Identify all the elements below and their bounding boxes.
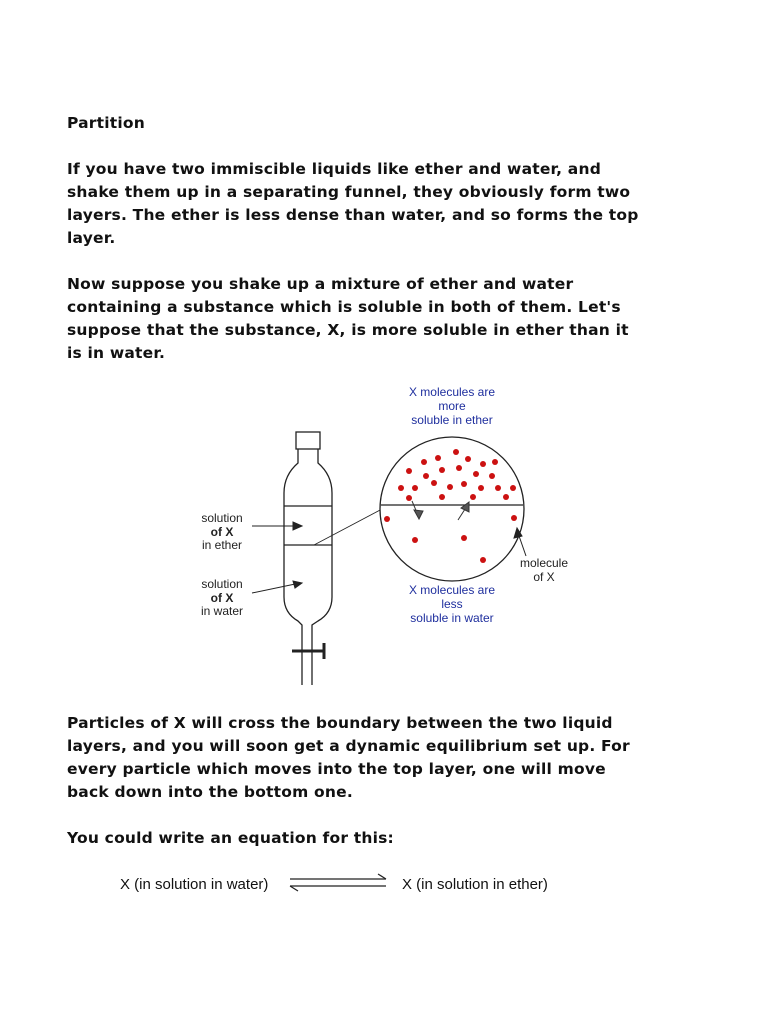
paragraph-line: layer. — [67, 229, 116, 247]
particle — [439, 494, 445, 500]
particle — [421, 459, 427, 465]
particle — [461, 481, 467, 487]
annotation-less-line: X molecules are — [408, 583, 496, 597]
molecule-label-line: of X — [533, 570, 555, 584]
equation-right: X (in solution in ether) — [402, 876, 548, 893]
particle — [423, 473, 429, 479]
paragraph-line: Particles of X will cross the boundary between the two liquid — [67, 714, 613, 732]
paragraph-line: If you have two immiscible liquids like ether and water, and — [67, 160, 601, 178]
arrow-ether-head — [293, 522, 302, 530]
arrow-water-head — [293, 581, 302, 588]
annotation-more-line: soluble in ether — [411, 413, 493, 427]
particle — [447, 484, 453, 490]
funnel-stopper — [296, 432, 320, 449]
particle — [412, 485, 418, 491]
label-ether-line: of X — [210, 525, 234, 539]
annotation-less-line: less — [441, 597, 463, 611]
label-arrows — [252, 509, 382, 593]
particle — [511, 515, 517, 521]
particle — [456, 465, 462, 471]
annotation-less-line: soluble in water — [410, 611, 494, 625]
diagram-svg — [180, 375, 600, 695]
equation-left: X (in solution in water) — [120, 876, 269, 893]
annotation-more-line: X molecules are — [408, 385, 496, 399]
paragraph-2 — [67, 273, 707, 365]
particle — [478, 485, 484, 491]
paragraph-line: is in water. — [67, 344, 166, 362]
particle — [461, 535, 467, 541]
particle — [503, 494, 509, 500]
equilibrium-arrows — [290, 874, 386, 891]
particle — [495, 485, 501, 491]
label-ether-line: solution — [201, 511, 243, 525]
particle — [398, 485, 404, 491]
particle — [431, 480, 437, 486]
label-water-line: solution — [201, 577, 243, 591]
paragraph-4 — [67, 827, 707, 850]
particle — [489, 473, 495, 479]
paragraph-line: You could write an equation for this: — [67, 829, 394, 847]
magnified-view — [380, 437, 526, 581]
particle — [510, 485, 516, 491]
paragraph-line: shake them up in a separating funnel, they obviously form two — [67, 183, 631, 201]
paragraph-line: back down into the bottom one. — [67, 783, 353, 801]
paragraph-line: layers. The ether is less dense than water, and so forms the top — [67, 206, 639, 224]
particle — [439, 467, 445, 473]
paragraph-1 — [67, 158, 707, 250]
particle — [480, 461, 486, 467]
zoom-connector — [314, 509, 382, 545]
particle — [384, 516, 390, 522]
paragraph-3 — [67, 712, 707, 804]
particle — [480, 557, 486, 563]
funnel-labels — [201, 511, 243, 618]
paragraph-line: layers, and you will soon get a dynamic equilibrium set up. For — [67, 737, 630, 755]
reverse-arrow-head — [290, 886, 298, 891]
molecule-label — [520, 556, 568, 584]
label-water-line: of X — [210, 591, 234, 605]
heading-partition — [67, 112, 707, 135]
particle — [473, 471, 479, 477]
particle — [435, 455, 441, 461]
particle — [492, 459, 498, 465]
separating-funnel-diagram — [180, 375, 600, 695]
heading-text: Partition — [67, 114, 145, 132]
particle — [465, 456, 471, 462]
molecule-label-line: molecule — [519, 556, 569, 570]
paragraph-line: containing a substance which is soluble in both of them. Let's — [67, 298, 621, 316]
label-ether-line: in ether — [201, 538, 243, 552]
forward-arrow-head — [378, 874, 386, 879]
arrow-water-line — [252, 583, 300, 593]
annotation-more-line: more — [438, 399, 466, 413]
paragraph-line: every particle which moves into the top layer, one will move — [67, 760, 606, 778]
particle — [406, 495, 412, 501]
paragraph-line: Now suppose you shake up a mixture of ether and water — [67, 275, 574, 293]
particle — [406, 468, 412, 474]
particle — [412, 537, 418, 543]
particle — [453, 449, 459, 455]
equilibrium-equation — [110, 865, 610, 905]
paragraph-line: suppose that the substance, X, is more soluble in ether than it — [67, 321, 629, 339]
label-water-line: in water — [200, 604, 244, 618]
separating-funnel — [284, 432, 332, 685]
magnified-circle — [380, 437, 524, 581]
particle — [470, 494, 476, 500]
equation-svg — [110, 865, 610, 905]
